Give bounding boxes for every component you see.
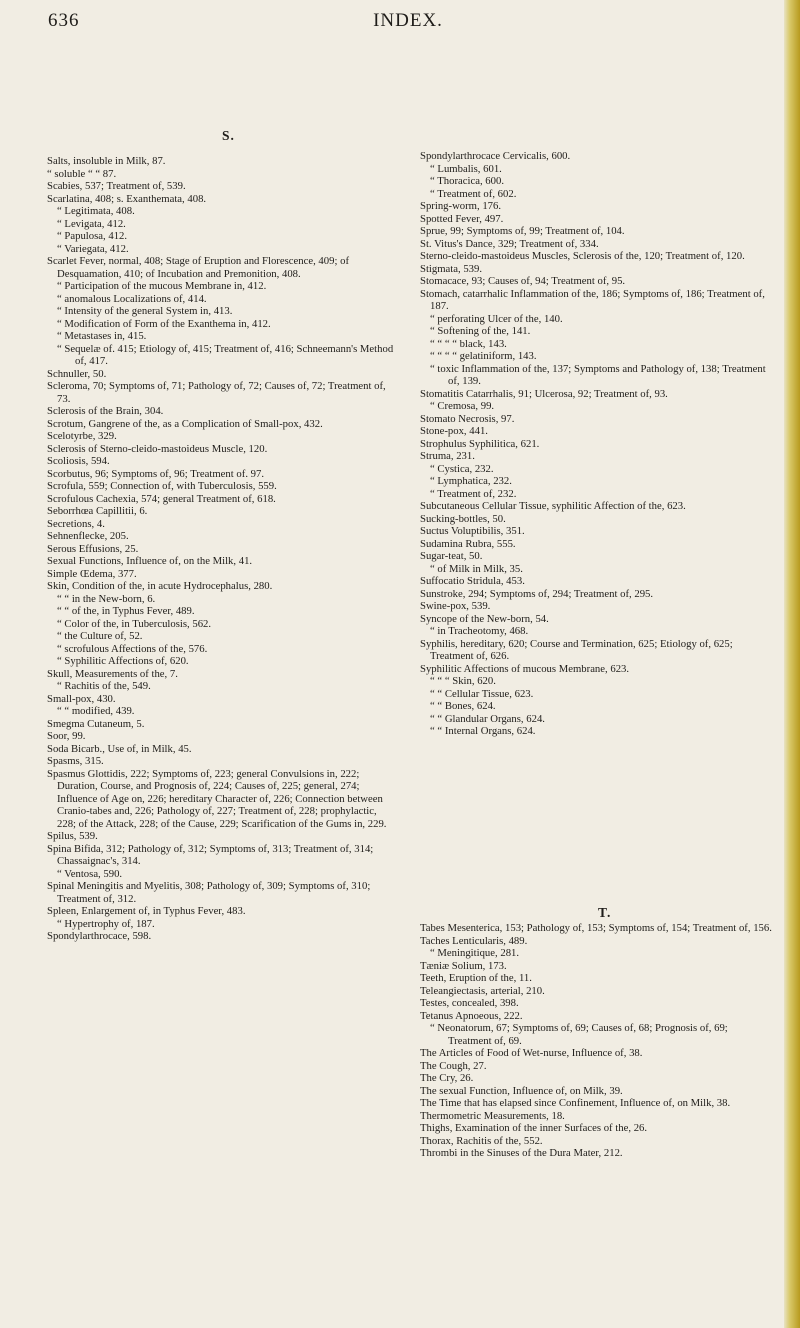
index-entry: Sterno-cleido-mastoideus Muscles, Sclerosis of the, 120; Treatment of, 120. [420,250,745,262]
index-entry: Scleroma, 70; Symptoms of, 71; Pathology of, 72; Causes of, 72; Treatment of, 73. [47,380,386,405]
index-entry: “ Modification of Form of the Exanthema in, 412. [57,317,271,330]
index-entry: “ “ “ Skin, 620. [430,675,496,687]
index-entry: “ “ Glandular Organs, 624. [430,712,545,725]
index-entry: “ Legitimata, 408. [57,205,135,217]
index-entry: “ Thoracica, 600. [430,175,504,187]
index-entry: Soor, 99. [47,730,86,742]
index-entry: Sexual Functions, Influence of, on the Milk, 41. [47,555,253,567]
index-entry: Spasms, 315. [47,755,104,767]
index-entry: Scorbutus, 96; Symptoms of, 96; Treatment of. 97. [47,467,265,480]
index-entry: Spinal Meningitis and Myelitis, 308; Pathology of, 309; Symptoms of, 310; Treatment of, 312. [47,880,371,905]
index-entry: Scarlatina, 408; s. Exanthemata, 408. [47,192,207,205]
index-entry: “ of Milk in Milk, 35. [430,562,523,575]
index-entry: Spina Bifida, 312; Pathology of, 312; Symptoms of, 313; Treatment of, 314; Chassaignac's, 314. [47,842,374,867]
index-entry: “ toxic Inflammation of the, 137; Symptoms and Pathology of, 138; Treatment of, 139. [430,362,766,387]
index-entry: “ Ventosa, 590. [57,867,123,880]
index-entry: “ “ Bones, 624. [430,700,496,712]
index-entry: Scelotyrbe, 329. [47,430,117,442]
index-entry: Stigmata, 539. [420,262,483,275]
page-edge-decoration [784,0,800,1328]
index-entry: Soda Bicarb., Use of, in Milk, 45. [47,742,192,755]
index-entry: “ “ “ “ gelatiniform, 143. [430,350,537,362]
index-entry: “ Intensity of the general System in, 413. [57,305,233,317]
section-heading-s: S. [222,128,235,143]
index-entry: Seborrhœa Capillitii, 6. [47,505,148,517]
index-entry: Scrotum, Gangrene of the, as a Complication of Small-pox, 432. [47,417,323,430]
index-entry: Scrofula, 559; Connection of, with Tuberculosis, 559. [47,480,277,492]
index-entry: “ “ in the New-born, 6. [57,592,156,605]
index-entry: Spilus, 539. [47,830,98,842]
index-entry: Strophulus Syphilitica, 621. [420,437,540,450]
index-entry: Spondylarthrocace, 598. [47,930,152,942]
index-entry: “ “ “ “ black, 143. [430,337,507,350]
page-number: 636 [48,10,80,31]
index-entry: Sprue, 99; Symptoms of, 99; Treatment of, 104. [420,225,625,237]
index-entry: Small-pox, 430. [47,692,116,705]
index-entry: Serous Effusions, 25. [47,542,139,555]
index-entry: “ Lymphatica, 232. [430,475,512,487]
index-entry: “ Variegata, 412. [57,242,129,255]
index-entry: Thorax, Rachitis of the, 552. [420,1134,543,1147]
index-entry: “ Cremosa, 99. [430,400,495,412]
index-entry: “ Metastases in, 415. [57,330,147,342]
index-entry: The Time that has elapsed since Confinement, Influence of, on Milk, 38. [420,1097,731,1109]
page-header [48,10,768,38]
index-entry: “ scrofulous Affections of the, 576. [57,642,208,655]
page-title: INDEX. [373,10,443,31]
index-entry: “ Participation of the mucous Membrane in, 412. [57,280,267,292]
index-entry: “ Meningitique, 281. [430,947,520,959]
index-entry: Stomato Necrosis, 97. [420,412,515,425]
index-entry: Skull, Measurements of the, 7. [47,667,178,680]
index-entry: Thermometric Measurements, 18. [420,1109,565,1122]
index-entry: Thrombi in the Sinuses of the Dura Mater, 212. [420,1147,623,1159]
index-entry: Suffocatio Stridula, 453. [420,575,525,587]
index-entry: “ “ Cellular Tissue, 623. [430,687,534,700]
index-entry: “ Levigata, 412. [57,217,126,230]
index-entry: “ Neonatorum, 67; Symptoms of, 69; Causes of, 68; Prognosis of, 69; Treatment of, 69. [430,1022,728,1047]
index-entry: “ Treatment of, 232. [430,487,517,500]
index-entry: Testes, concealed, 398. [420,997,519,1009]
index-entry: Spleen, Enlargement of, in Typhus Fever, 483. [47,905,246,917]
index-entry: Spasmus Glottidis, 222; Symptoms of, 223; general Convulsions in, 222; Duration, Course, and Prognosis of, 224; Causes of, 225; general, 274; Influence of Age on, 226; hereditary Character of, 226; Connection between Cranio-tabes and, 226; Pathology of, 227; Treatment of, 228; prophylactic, 228; of the Attack, 228; of the Cause, 229; Scarification of the Gums in, 229. [47,767,387,830]
index-entry: Scabies, 537; Treatment of, 539. [47,180,186,192]
index-entry: Swine-pox, 539. [420,600,491,612]
index-entry: Stomacace, 93; Causes of, 94; Treatment of, 95. [420,275,626,287]
index-entry: Sudamina Rubra, 555. [420,537,516,550]
index-entry: Syphilis, hereditary, 620; Course and Termination, 625; Etiology of, 625; Treatment of, 626. [420,637,733,662]
index-entry: “ soluble “ “ 87. [47,167,117,180]
index-entry: Stomach, catarrhalic Inflammation of the, 186; Symptoms of, 186; Treatment of, 187. [420,287,765,312]
index-entry: Struma, 231. [420,450,475,462]
index-entry: Secretions, 4. [47,517,105,530]
index-entry: Tetanus Apnoeous, 222. [420,1009,523,1022]
index-entry: Salts, insoluble in Milk, 87. [47,155,166,167]
index-entry: Sugar-teat, 50. [420,550,483,562]
index-entry: Sunstroke, 294; Symptoms of, 294; Treatment of, 295. [420,587,654,600]
index-column-right-t [420,922,772,1160]
index-entry: Simple Œdema, 377. [47,567,137,580]
index-entry: “ “ Internal Organs, 624. [430,725,536,737]
index-entry: “ Cystica, 232. [430,462,494,475]
index-column-right-s [420,150,772,738]
index-entry: Taches Lenticularis, 489. [420,934,528,947]
index-entry: “ “ modified, 439. [57,705,135,717]
index-entry: “ Lumbalis, 601. [430,162,502,175]
index-entry: Sclerosis of Sterno-cleido-mastoideus Muscle, 120. [47,442,268,455]
index-entry: “ Color of the, in Tuberculosis, 562. [57,617,212,630]
index-entry: Stomatitis Catarrhalis, 91; Ulcerosa, 92; Treatment of, 93. [420,387,668,400]
index-entry: St. Vitus's Dance, 329; Treatment of, 334. [420,237,599,250]
section-heading-t: T. [598,905,612,920]
index-entry: Syphilitic Affections of mucous Membrane, 623. [420,662,630,675]
index-entry: Spring-worm, 176. [420,200,502,212]
index-entry: Suctus Voluptibilis, 351. [420,525,525,537]
index-entry: “ Rachitis of the, 549. [57,680,151,692]
index-entry: “ Treatment of, 602. [430,187,517,200]
index-entry: “ “ of the, in Typhus Fever, 489. [57,605,195,617]
index-entry: “ Softening of the, 141. [430,325,531,337]
index-entry: The sexual Function, Influence of, on Milk, 39. [420,1084,623,1097]
index-entry: “ anomalous Localizations of, 414. [57,292,207,305]
index-entry: Scarlet Fever, normal, 408; Stage of Eruption and Florescence, 409; of Desquamation, 410; of Incubation and Premonition, 408. [47,255,350,280]
index-entry: Tabes Mesenterica, 153; Pathology of, 153; Symptoms of, 154; Treatment of, 156. [420,922,772,934]
index-entry: “ Sequelæ of. 415; Etiology of, 415; Treatment of, 416; Schneemann's Method of, 417. [57,342,394,367]
index-entry: Teeth, Eruption of the, 11. [420,972,532,984]
index-entry: Sucking-bottles, 50. [420,512,506,525]
index-entry: Schnuller, 50. [47,367,107,380]
index-entry: Syncope of the New-born, 54. [420,612,549,625]
index-entry: “ Hypertrophy of, 187. [57,917,155,930]
index-column-left [47,155,395,943]
index-entry: Scoliosis, 594. [47,455,110,467]
index-entry: The Cry, 26. [420,1072,474,1084]
index-entry: Subcutaneous Cellular Tissue, syphilitic Affection of the, 623. [420,500,686,512]
index-entry: Smegma Cutaneum, 5. [47,717,145,730]
index-entry: Scrofulous Cachexia, 574; general Treatment of, 618. [47,492,276,505]
index-entry: Spotted Fever, 497. [420,212,504,225]
index-entry: “ Papulosa, 412. [57,230,128,242]
index-entry: Tæniæ Solium, 173. [420,959,507,972]
index-entry: Spondylarthrocace Cervicalis, 600. [420,150,571,162]
index-entry: “ the Culture of, 52. [57,630,143,642]
index-entry: Stone-pox, 441. [420,425,488,437]
index-entry: “ in Tracheotomy, 468. [430,625,529,637]
index-entry: Teleangiectasis, arterial, 210. [420,984,545,997]
index-entry: “ Syphilitic Affections of, 620. [57,655,189,667]
index-entry: Thighs, Examination of the inner Surfaces of the, 26. [420,1122,648,1134]
index-entry: Sclerosis of the Brain, 304. [47,405,164,417]
index-entry: The Articles of Food of Wet-nurse, Influence of, 38. [420,1047,643,1059]
index-entry: Sehnenflecke, 205. [47,530,129,542]
index-entry: “ perforating Ulcer of the, 140. [430,312,563,325]
index-entry: The Cough, 27. [420,1059,487,1072]
index-entry: Skin, Condition of the, in acute Hydrocephalus, 280. [47,580,273,592]
